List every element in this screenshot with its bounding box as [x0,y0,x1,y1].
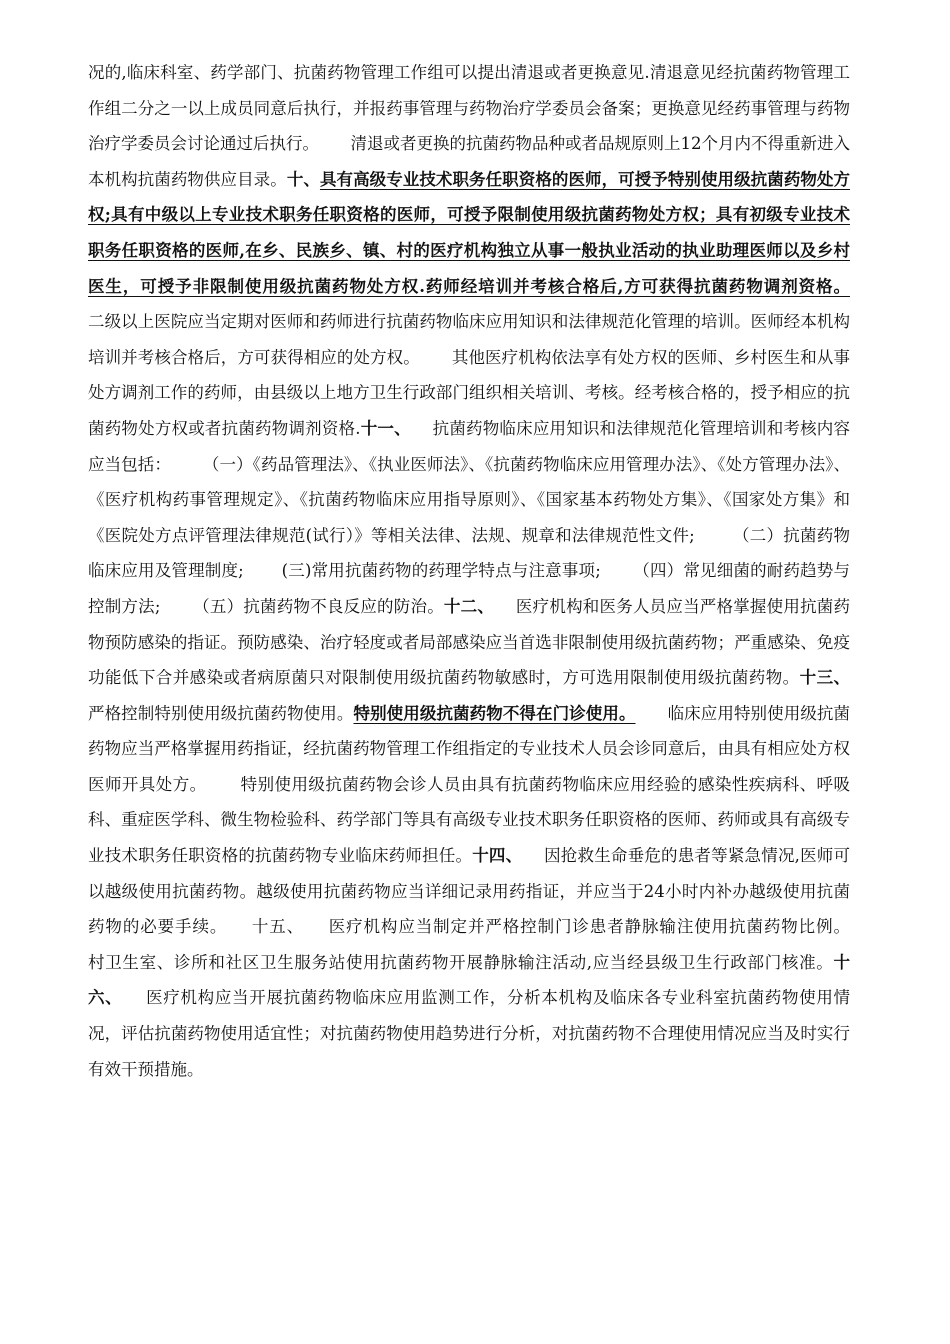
article-13-lead: 严格控制特别使用级抗菌药物使用。 [88,668,871,723]
article-12-body: 医疗机构和医务人员应当严格掌握使用抗菌药物预防感染的指证。预防感染、治疗轻度或者局部感染应当首选非限制使用级抗菌药物；严重感染、免疫功能低下合并感染或者病原菌只对限制使用级抗菌药物敏感时，方可选用限制使用级抗菌药物。 [88,596,851,688]
article-13-body: 临床应用特别使用级抗菌药物应当严格掌握用药指证，经抗菌药物管理工作组指定的专业技术人员会诊同意后，由具有相应处方权医师开具处方。 特别使用级抗菌药物会诊人员由具有抗菌药物临床应用经验的感染性疾病科、呼吸科、重症医学科、微生物检验科、药学部门等具有高级专业技术职务任职资格的医师、药师或具有高级专业技术职务任职资格的抗菌药物专业临床药师担任。 [88,703,851,866]
article-10-body: 二级以上医院应当定期对医师和药师进行抗菌药物临床应用知识和法律规范化管理的培训。医师经本机构培训并考核合格后，方可获得相应的处方权。 其他医疗机构依法享有处方权的医师、乡村医生和从事处方调剂工作的药师，由县级以上地方卫生行政部门组织相关培训、考核。经考核合格的，授予相应的抗菌药物处方权或者抗菌药物调剂资格. [88,276,882,438]
paragraph-intro: 况的,临床科室、药学部门、抗菌药物管理工作组可以提出清退或者更换意见.清退意见经抗菌药物管理工作组二分之一以上成员同意后执行，并报药事管理与药物治疗学委员会备案；更换意见经药事管理与药物治疗学委员会讨论通过后执行。 清退或者更换的抗菌药物品种或者品规原则上12个月内不得重新进入本机构抗菌药物供应目录。 [88,63,850,189]
article-10-emphasis: 具有高级专业技术职务任职资格的医师，可授予特别使用级抗菌药物处方权;具有中级以上专业技术职务任职资格的医师，可授予限制使用级抗菌药物处方权；具有初级专业技术职务任职资格的医师,在乡、民族乡、镇、村的医疗机构独立从事一般执业活动的执业助理医师以及乡村医生，可授予非限制使用级抗菌药物处方权.药师经培训并考核合格后,方可获得抗菌药物调剂资格。 [88,169,851,296]
article-16-body: 医疗机构应当开展抗菌药物临床应用监测工作，分析本机构及临床各专业科室抗菌药物使用情况，评估抗菌药物使用适宜性；对抗菌药物使用趋势进行分析，对抗菌药物不合理使用情况应当及时实行有效干预措施。 [88,988,850,1079]
article-14-number: 十四、 [472,846,523,866]
document-body [88,55,882,1087]
article-16-number: 十六、 [88,952,850,1008]
article-10-number: 十、 [286,169,320,189]
article-11-body: 抗菌药物临床应用知识和法律规范化管理培训和考核内容应当包括： （一）《药品管理法》、《执业医师法》、《抗菌药物临床应用管理办法》、《处方管理办法》、《医疗机构药事管理规定》、《抗菌药物临床应用指导原则》、《国家基本药物处方集》、《国家处方集》和《医院处方点评管理法律规范(试行）》等相关法律、法规、规章和法律规范性文件; （二）抗菌药物临床应用及管理制度; (三)常用抗菌药物的药理学特点与注意事项; （四）常见细菌的耐药趋势与控制方法; （五）抗菌药物不良反应的防治。 [88,418,851,616]
article-14-15-body: 因抢救生命垂危的患者等紧急情况,医师可以越级使用抗菌药物。越级使用抗菌药物应当详细记录用药指证，并应当于24小时内补办越级使用抗菌药物的必要手续。 十五、 医疗机构应当制定并严格控制门诊患者静脉输注使用抗菌药物比例。 村卫生室、诊所和社区卫生服务站使用抗菌药物开展静脉输注活动,应当经县级卫生行政部门核准。 [88,846,882,972]
article-13-emphasis: 特别使用级抗菌药物不得在门诊使用。 [353,703,636,723]
article-13-number: 十三、 [799,668,851,688]
article-12-number: 十二、 [443,596,495,616]
article-11-number: 十一、 [360,418,411,438]
